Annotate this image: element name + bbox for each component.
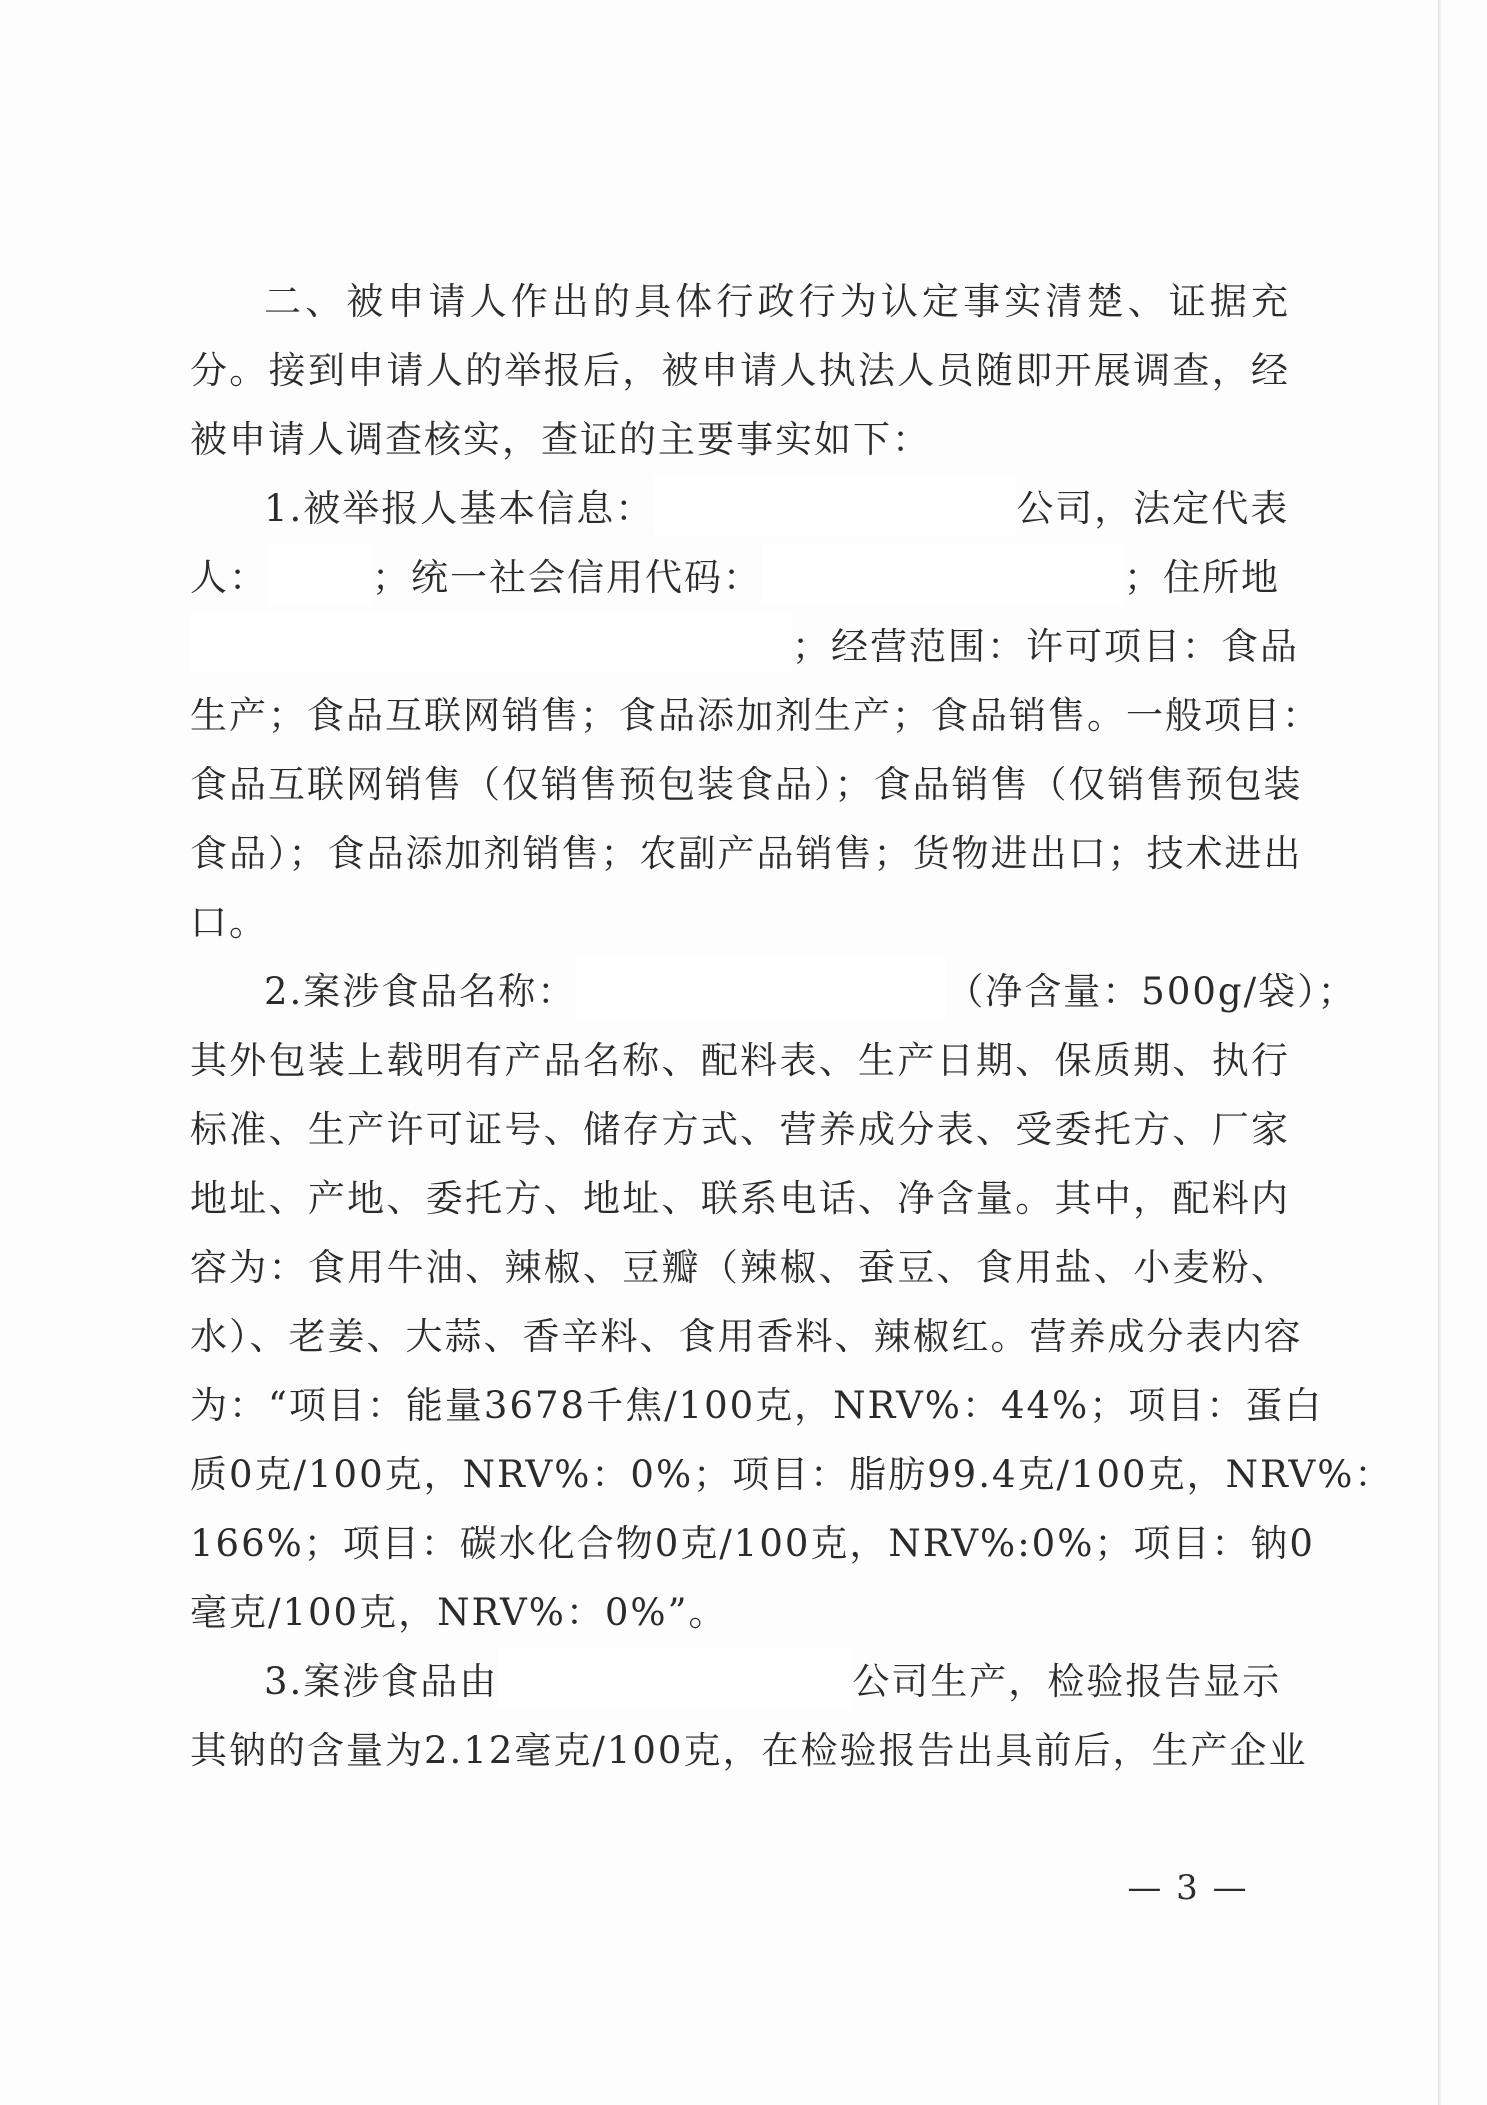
business-scope-label: ；经营范围：许可项目：食品: [792, 625, 1299, 668]
item-3-line-1: [190, 1646, 1290, 1718]
item-2-line-6: 水）、老姜、大蒜、香辛料、食用香料、辣椒红。营养成分表内容: [190, 1315, 1303, 1358]
legal-rep-label: 人：: [190, 556, 268, 599]
item-2-line-7: 为：“项目：能量3678千焦/100克，NRV%：44%；项目：蛋白: [190, 1384, 1324, 1427]
redacted-credit-code: [762, 544, 1124, 604]
item-1-line-4: 生产；食品互联网销售；食品添加剂生产；食品销售。一般项目：: [190, 694, 1321, 737]
redacted-manufacturer: [498, 1648, 852, 1708]
item-1-line-6: 食品）；食品添加剂销售；农副产品销售；货物进出口；技术进出: [190, 832, 1303, 875]
item-1-line-1: [190, 473, 1290, 545]
paragraph-2-line-1: 二、被申请人作出的具体行政行为认定事实清楚、证据充: [264, 280, 1290, 323]
item-2-line-8: 质0克/100克，NRV%：0%；项目：脂肪99.4克/100克，NRV%：: [190, 1453, 1394, 1496]
net-content-text: （净含量：500g/袋）；: [946, 970, 1357, 1013]
redacted-product-name: [576, 958, 946, 1018]
redacted-company-name: [654, 475, 1016, 535]
item-2-line-10: 毫克/100克，NRV%：0%”。: [190, 1591, 728, 1634]
redacted-address: [190, 613, 792, 673]
scan-edge: [1438, 0, 1441, 2105]
item-2-line-1: [190, 956, 1357, 1028]
item-1-line-7: 口。: [190, 901, 268, 944]
item-2-line-9: 166%；项目：碳水化合物0克/100克，NRV%:0%；项目：钠0: [190, 1522, 1315, 1565]
item-2-line-3: 标准、生产许可证号、储存方式、营养成分表、受委托方、厂家: [190, 1108, 1290, 1151]
page-number: — 3 —: [1127, 1868, 1249, 1908]
item-2-line-4: 地址、产地、委托方、地址、联系电话、净含量。其中，配料内: [190, 1177, 1290, 1220]
item-2-line-2: 其外包装上载明有产品名称、配料表、生产日期、保质期、执行: [190, 1039, 1290, 1082]
credit-code-label: ；统一社会信用代码：: [372, 556, 762, 599]
item-1-line-3: [190, 611, 1299, 683]
item-1-label: 1.被举报人基本信息：: [264, 487, 655, 530]
redacted-legal-rep: [268, 544, 372, 604]
address-label: ；住所地: [1124, 556, 1280, 599]
item-2-line-5: 容为：食用牛油、辣椒、豆瓣（辣椒、蚕豆、食用盐、小麦粉、: [190, 1246, 1290, 1289]
paragraph-2-line-2: 分。接到申请人的举报后，被申请人执法人员随即开展调查，经: [190, 349, 1290, 392]
item-1-line-2: [190, 542, 1290, 614]
item-2-label: 2.案涉食品名称：: [264, 970, 577, 1013]
paragraph-2-line-3: 被申请人调查核实，查证的主要事实如下：: [190, 418, 931, 461]
item-3-text: 公司生产，检验报告显示: [852, 1660, 1282, 1703]
item-1-line-5: 食品互联网销售（仅销售预包装食品）；食品销售（仅销售预包装: [190, 763, 1303, 806]
item-3-label: 3.案涉食品由: [264, 1660, 499, 1703]
item-3-line-2: 其钠的含量为2.12毫克/100克，在检验报告出具前后，生产企业: [190, 1729, 1308, 1772]
item-1-text: 公司，法定代表: [1016, 487, 1290, 530]
